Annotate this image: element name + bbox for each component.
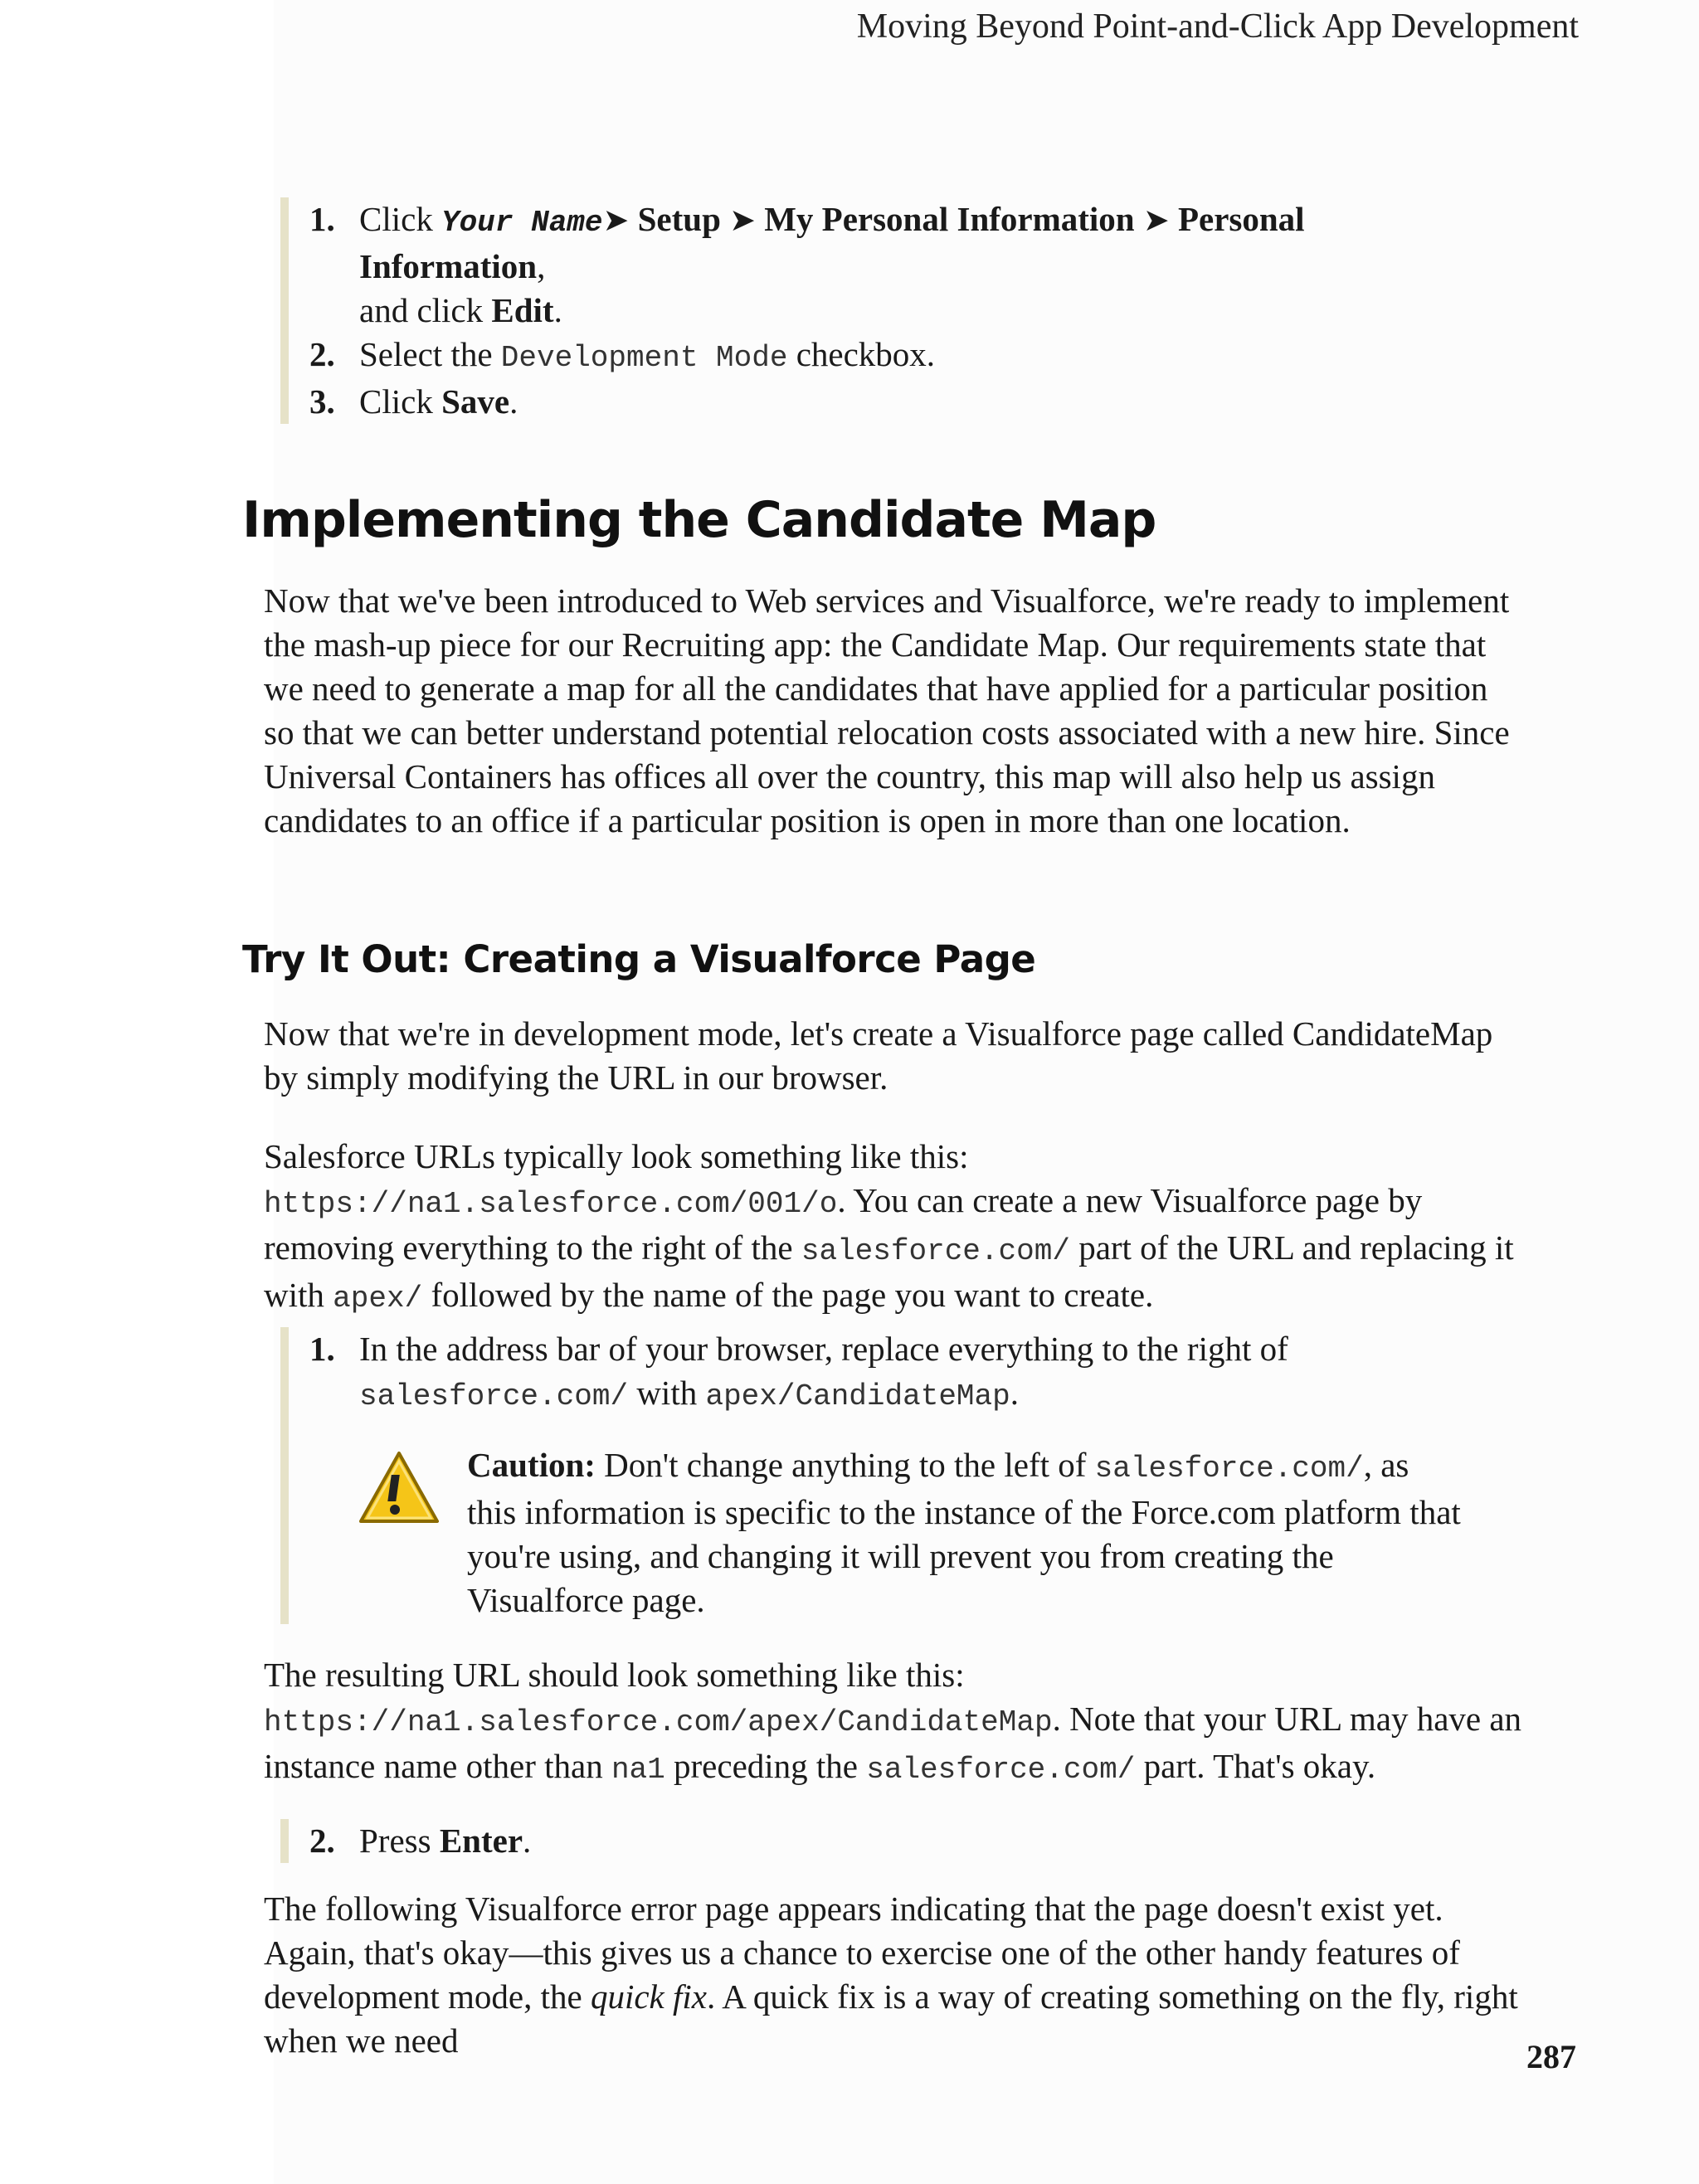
warning-triangle-icon (359, 1450, 439, 1526)
step-1 (309, 197, 1487, 333)
personal-info-label: Personal Information (359, 200, 1305, 285)
step-text: checkbox. (787, 335, 936, 373)
step-number: 1. (309, 200, 335, 238)
url-code: https://na1.salesforce.com/001/o (264, 1187, 838, 1221)
intro-paragraph: Now that we've been introduced to Web services and Visualforce, we're ready to implement the mash-up piece for our Recruiting app: the Candidate Map. Our requirements state that we need to generate a map for all the candidates that have applied for a particular position so that we can better understand potential relocation costs associated with a new hire. Since Universal Containers has offices all over the country, this map will also help us assign candidates to an office if a particular position is open in more than one location. (264, 581, 1510, 839)
menu-arrow-icon: ➤ (602, 203, 630, 238)
salesforce-code: salesforce.com/ (866, 1753, 1136, 1787)
para-text: . A quick fix is a way of creating something on the fly, right when we need (264, 1977, 1518, 2060)
step-text: Select the (359, 335, 501, 373)
url-code: https://na1.salesforce.com/apex/CandidateMap (264, 1705, 1053, 1739)
step-text: In the address bar of your browser, replace everything to the right of (359, 1330, 1288, 1368)
salesforce-code: salesforce.com/ (359, 1379, 629, 1413)
menu-arrow-icon: ➤ (1142, 203, 1170, 238)
running-header: Moving Beyond Point-and-Click App Development (856, 7, 1579, 46)
para-text: Salesforce URLs typically look something like this: (264, 1137, 969, 1175)
salesforce-code: salesforce.com/ (801, 1234, 1070, 1268)
setup-label: Setup (637, 200, 721, 238)
step-number: 2. (309, 1822, 335, 1860)
step-text: with (628, 1374, 706, 1412)
your-name-code: Your Name (441, 206, 603, 240)
step-2-press-enter (309, 1819, 1487, 1863)
section-title: Implementing the Candidate Map (242, 491, 1156, 549)
step-number: 1. (309, 1330, 335, 1368)
step-3 (309, 380, 1487, 424)
steps-block-enter (280, 1819, 1487, 1863)
edit-label: Edit (491, 291, 554, 329)
para-text: The resulting URL should look something like this: (264, 1656, 965, 1694)
caution-note (359, 1443, 1463, 1622)
paragraph-resulting-url (264, 1653, 1525, 1792)
caution-text: Don't change anything to the left of (595, 1446, 1095, 1484)
para-text: part. That's okay. (1135, 1747, 1376, 1785)
development-mode-code: Development Mode (500, 341, 788, 375)
steps-block-middle (280, 1327, 1487, 1624)
caution-text: , as this information is specific to the instance of the Force.com platform that you're using, and changing it will prevent you from creating the Visualforce page. (467, 1446, 1461, 1619)
para-text: . You can create a new Visualforce page by removing everything to the right of the (264, 1181, 1423, 1267)
apex-candidatemap-code: apex/CandidateMap (705, 1379, 1010, 1413)
apex-code: apex/ (333, 1282, 423, 1316)
paragraph-urls (264, 1135, 1525, 1321)
quick-fix-term: quick fix (590, 1977, 707, 2016)
para-text: The following Visualforce error page appears indicating that the page doesn't exist yet. Again, that's okay—this gives us a chance to exercise one of the other handy features of development mode, the (264, 1890, 1460, 2016)
step-2 (309, 333, 1487, 380)
subsection-title: Try It Out: Creating a Visualforce Page (242, 937, 1036, 981)
step-text: Click (359, 200, 442, 238)
step-text: Click (359, 382, 442, 421)
para-text: preceding the (665, 1747, 867, 1785)
step-text: Press (359, 1822, 440, 1860)
enter-label: Enter (439, 1822, 523, 1860)
step-1-address-bar (309, 1327, 1355, 1418)
my-personal-info-label: My Personal Information (764, 200, 1135, 238)
paragraph-dev-mode: Now that we're in development mode, let's create a Visualforce page called CandidateMap by simply modifying the URL in our browser. (264, 1014, 1493, 1097)
caution-label: Caution: (467, 1446, 596, 1484)
step-text: . (553, 291, 562, 329)
step-text: . (523, 1822, 532, 1860)
steps-block-top (280, 197, 1487, 424)
step-text: . (1010, 1374, 1019, 1412)
salesforce-code: salesforce.com/ (1094, 1452, 1364, 1486)
step-text: . (509, 382, 518, 421)
step-number: 2. (309, 335, 335, 373)
save-label: Save (441, 382, 510, 421)
na1-code: na1 (611, 1753, 665, 1787)
para-text: . Note that your URL may have an instance name other than (264, 1700, 1522, 1785)
para-text: followed by the name of the page you want to create. (422, 1276, 1154, 1314)
para-text: part of the URL and replacing it with (264, 1228, 1514, 1314)
menu-arrow-icon: ➤ (729, 203, 756, 238)
step-text: , (537, 247, 546, 285)
step-number: 3. (309, 382, 335, 421)
page-number: 287 (1526, 2038, 1576, 2075)
paragraph-error-page (264, 1887, 1525, 2063)
step-text: and click (359, 291, 492, 329)
